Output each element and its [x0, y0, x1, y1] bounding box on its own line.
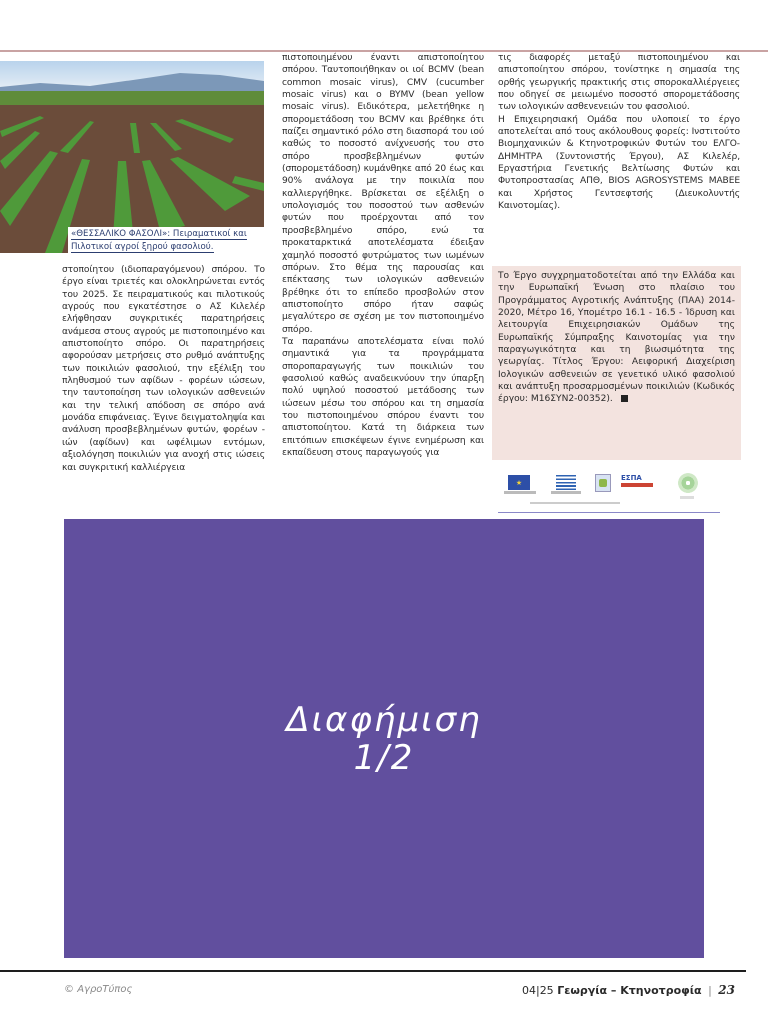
- publisher-name: ΑγροΤύπος: [77, 984, 133, 995]
- rural-logo-label: [680, 496, 694, 499]
- espa-logo: [621, 474, 653, 494]
- article-paragraph: Τα παραπάνω αποτελέσματα είναι πολύ σημαντικά για τα προγράμματα σποροπαραγωγής των ποικιλιών του φασολιού καθώς αναδεικνύουν την ύπαρξη πολύ υψηλού ποσοστού μετάδοσης των ιώσεων μέσω του σπόρου και τη σημασία του πιστοποιημένου σπόρου έναντι του απιστοποίητου. Κατά τη διάρκεια των επιτόπιων επισκέψεων έγινε ενημέρωση και εκπαίδευση στους παραγωγούς για: [282, 336, 484, 458]
- section-name: Γεωργία – Κτηνοτροφία: [557, 984, 702, 997]
- greek-logo-label: [551, 491, 581, 494]
- end-of-article-icon: [621, 395, 628, 402]
- footer-folio: [522, 983, 735, 997]
- advertisement-placeholder[interactable]: [64, 519, 704, 958]
- article-column-3: [498, 52, 740, 212]
- cofunding-note: [530, 502, 620, 504]
- eu-flag-logo: ★: [508, 475, 530, 490]
- article-column-1: [62, 264, 265, 474]
- folio-separator: |: [708, 984, 712, 997]
- article-paragraph: πιστοποιημένου έναντι απιστοποίητου σπόρου. Ταυτοποιήθηκαν οι ιοί BCMV (bean common mosaic virus), CMV (cucumber mosaic virus) και ο BYMV (bean yellow mosaic virus). Ειδικότερα, μελετήθηκε η σπορομετάδοση του BCMV και βρέθηκε ότι παίζει σημαντικό ρόλο στη διασπορά του ιού καθώς το ποσοστό ανίχνευσής του στο σπόρο προσβεβλημένων φυτών (σπορομετάδοση) κυμάνθηκε από 20 έως και 90% ανάλογα με την ποικιλία που καλλιεργήθηκε. Βρίσκεται σε εξέλιξη ο υπολογισμός του ποσοστού των ασθενών φυτών που προέρχονται από τον προσβεβλημένο σπόρο, ενώ τα προκαταρκτικά αποτελέσματα έδειξαν χαμηλό ποσοστό φυτρώματος των ιωμένων σπόρων. Στο θέμα της παρουσίας και επέκτασης των ιολογικών ασθενειών βρέθηκε ότι το επίπεδο προσβολών στον απιστοποίητο σπόρο ήταν σαφώς μεγαλύτερο σε σχέση με τον πιστοποιημένο σπόρο.: [282, 53, 484, 335]
- logos-divider: [498, 512, 720, 513]
- funding-box: [492, 266, 741, 460]
- rural-development-logo: [678, 473, 698, 493]
- greek-flag-logo: [556, 475, 576, 490]
- region-logo: [595, 474, 611, 492]
- funding-logos: [498, 467, 708, 512]
- article-column-2: [282, 52, 484, 459]
- espa-label: ΕΣΠΑ: [621, 474, 642, 482]
- article-paragraph: Η Επιχειρησιακή Ομάδα που υλοποιεί το έργο αποτελείται από τους ακόλουθους φορείς: Ινστιτούτο Βιομηχανικών & Κτηνοτροφικών Φυτών του ΕΛΓΟ-ΔΗΜΗΤΡΑ (Συντονιστής Έργου), ΑΣ Κιλελέρ, Εργαστήρια Γενετικής Βελτίωσης Φυτών και Φυτοπροστασίας ΑΠΘ, BIOS AGROSYSTEMS ΜΑΒΕΕ και Χρήστος Γεντσεφτσής (Διευκολυντής Καινοτομίας).: [498, 114, 740, 212]
- funding-text: Το Έργο συγχρηματοδοτείται από την Ελλάδα και την Ευρωπαϊκή Ένωση στο πλαίσιο του Προγράμματος Αγροτικής Ανάπτυξης (ΠΑΑ) 2014-2020, Μέτρο 16, Υπομέτρο 16.1 - 16.5 - Ίδρυση και λειτουργία Επιχειρησιακών Ομάδων της Ευρωπαϊκής Σύμπραξης Καινοτομίας για την παραγωγικότητα και τη βιωσιμότητα της γεωργίας. Τίτλος Έργου: Αειφορική Διαχείριση Ιολογικών ασθενειών σε γενετικό υλικό φασολιού και ανάπτυξη προσαρμοσμένων ποικιλιών (Κωδικός έργου: Μ16ΣΥΝ2-00352).: [498, 271, 735, 405]
- copyright-icon: ©: [64, 984, 74, 995]
- article-paragraph: στοποίητου (ιδιοπαραγόμενου) σπόρου. Το έργο είναι τριετές και ολοκληρώνεται εντός του 2025. Σε πειραματικούς και πιλοτικούς αγρούς που εγκατέστησε ο ΑΣ Κιλελέρ ελήφθησαν συγκριτικές παρατηρήσεις ανάμεσα στους αγρούς με πιστοποιημένο και απιστοποίητο σπόρο. Οι παρατηρήσεις αφορούσαν μετρήσεις στο ρυθμό ανάπτυξης των ποικιλιών φασολιού, την εξέλιξη του πληθυσμού των αφίδων - φορέων ιώσεων, την ταυτοποίηση των ιολογικών ασθενειών και την τελική απόδοση σε σπόρο ανά μονάδα επιφάνειας. Έγινε δειγματοληψία και ανάλυση προσβεβλημένων φυτών, φορέων - ιών (αφίδων) και ωφέλιμων εντόμων, αξιολόγηση ποικιλιών για ανοχή στις ιώσεις και συγκριτική καλλιέργεια: [62, 265, 265, 473]
- photo-caption: [68, 227, 264, 253]
- photo-caption-text: «ΘΕΣΣΑΛΙΚΟ ΦΑΣΟΛΙ»: Πειραματικοί και Πιλοτικοί αγροί ξηρού φασολιού.: [71, 229, 247, 252]
- footer-publisher: [64, 984, 132, 995]
- footer-rule: [0, 970, 746, 972]
- page-number: 23: [718, 983, 735, 997]
- bean-field-illustration: [0, 61, 264, 253]
- article-paragraph: τις διαφορές μεταξύ πιστοποιημένου και απιστοποίητου σπόρου, τονίστηκε η σημασία της ορθής γεωργικής πρακτικής στις σποροκαλλιέργειες που οδηγεί σε μειωμένο ποσοστό σπορομετάδοσης των ιολογικών ασθενενειών του φασολιού.: [498, 53, 740, 113]
- bean-field-photo: [0, 61, 264, 253]
- ad-label: Διαφήμιση: [286, 699, 482, 740]
- issue-number: 04|25: [521, 984, 554, 997]
- ad-size: 1/2: [353, 737, 415, 778]
- eu-logo-label: [504, 491, 536, 494]
